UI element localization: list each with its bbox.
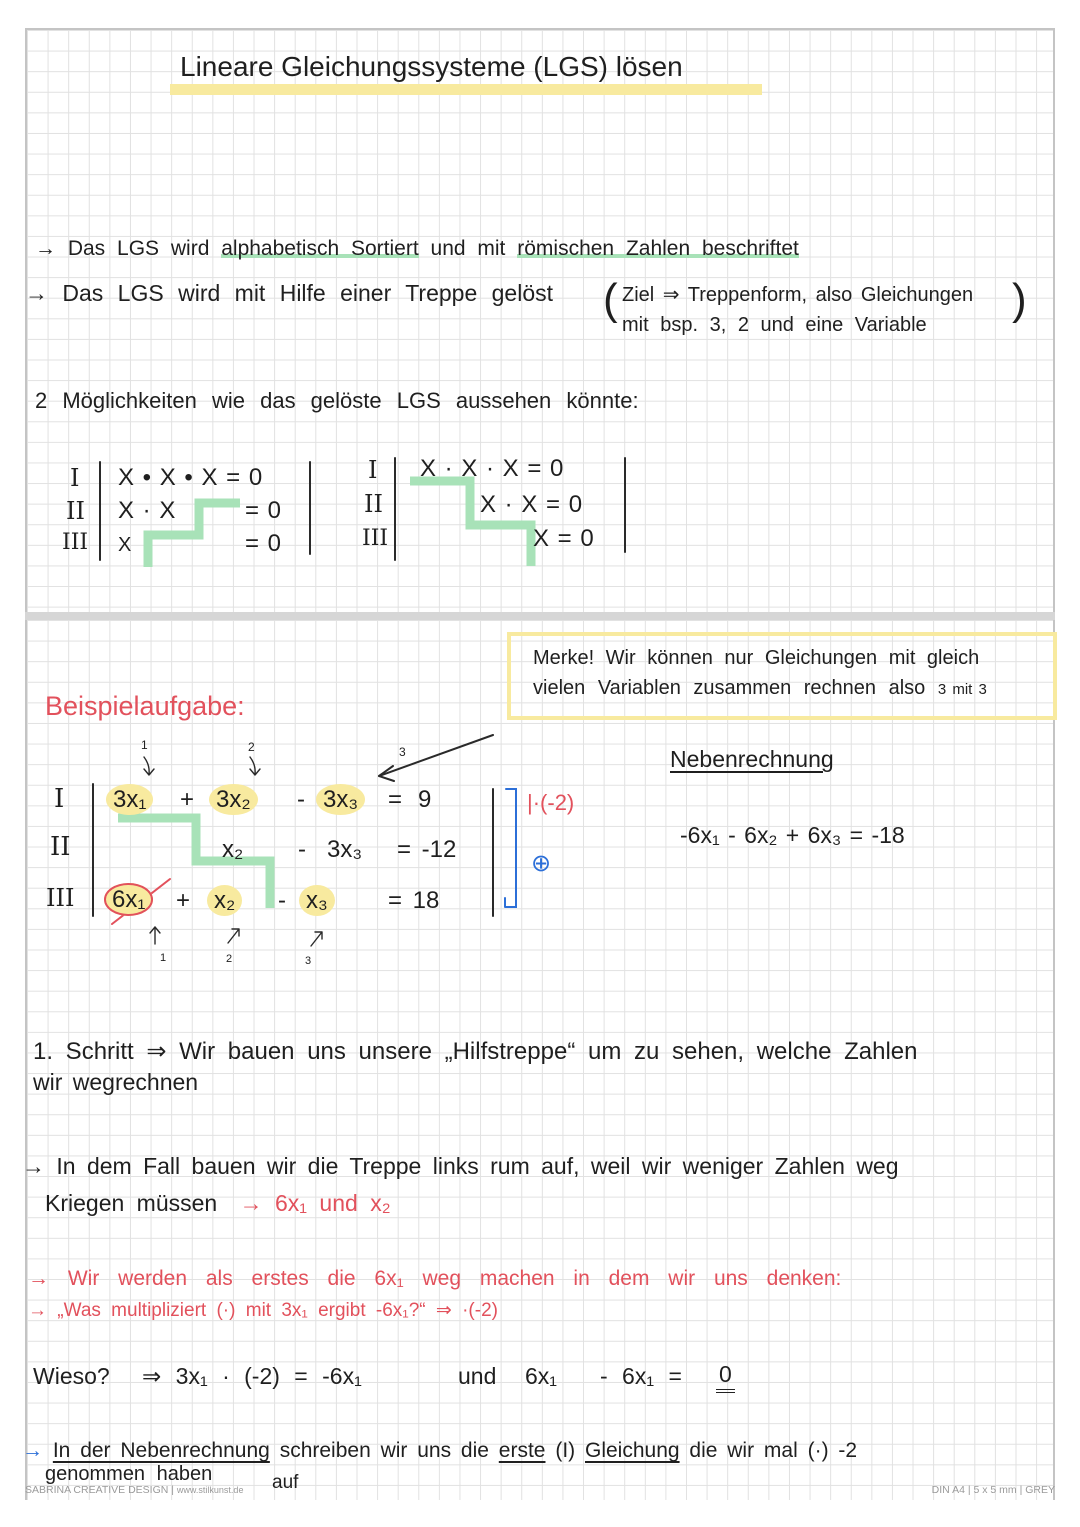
eq2-term-x2: x₂ (222, 836, 244, 863)
plan-line-2: → „Was multipliziert (·) mit 3x₁ ergibt -6x₁?“ ⇒ ·(-2) (28, 1300, 498, 1321)
arrow-up-right-icon (228, 929, 239, 943)
intro-note-line-2: mit bsp. 3, 2 und eine Variable (622, 314, 927, 336)
intro-line-1-mark-1: alphabetisch Sortiert (221, 237, 419, 260)
top-marker-2: 2 (248, 740, 255, 754)
example-numeral-1: I (54, 784, 65, 814)
final-mark-1: In der Nebenrechnung (52, 1439, 270, 1462)
add-symbol-icon: ⊕ (531, 850, 552, 877)
eq1-equals: = (388, 786, 403, 813)
eq2-result: = -12 (397, 836, 457, 863)
left-numeral-1: I (70, 464, 80, 492)
right-row-3: X = 0 (533, 525, 595, 552)
stairs-note-line-2-text: Kriegen müssen (45, 1190, 218, 1216)
eq1-term-3x3-text: 3x₃ (316, 784, 365, 815)
why-result: 0 (716, 1361, 735, 1393)
bottom-marker-3: 3 (305, 955, 312, 967)
eq2-term-3x3: 3x₃ (327, 836, 363, 863)
intro-line-2: → Das LGS wird mit Hilfe einer Treppe gelöst (25, 280, 554, 306)
intro-note-open-paren: ( (603, 275, 618, 324)
pointer-arrow-line (379, 735, 493, 776)
plan-line-1: → Wir werden als erstes die 6x₁ weg machen in dem wir uns denken: (28, 1267, 842, 1290)
bottom-marker-2: 2 (226, 953, 233, 965)
merke-line-2 (533, 676, 987, 700)
arrow-up-icon (150, 927, 160, 944)
possibilities-heading: 2 Möglichkeiten wie das gelöste LGS aussehen könnte: (35, 388, 639, 413)
eq3-term-6x1 (104, 886, 153, 915)
left-row-1: X • X • X = 0 (118, 464, 264, 491)
eq3-term-x2-text: x₂ (207, 885, 242, 916)
arrow-down-icon (250, 757, 260, 775)
why-connector: und (458, 1363, 497, 1389)
final-middle: schreiben wir uns die (279, 1439, 489, 1462)
left-numeral-3: III (62, 530, 89, 555)
final-line-2-end: auf (272, 1472, 299, 1493)
eq1-term-3x2 (209, 786, 258, 815)
left-row-2: X · X (118, 497, 177, 524)
footer-url: www.stilkunst.de (176, 1485, 244, 1495)
eq3-plus: + (176, 887, 191, 914)
left-row-3-result: = 0 (245, 530, 283, 557)
eq1-term-3x2-text: 3x₂ (209, 784, 258, 815)
left-row-3: X (118, 534, 132, 556)
eq3-result: = 18 (388, 887, 440, 914)
row-operation: |·(-2) (527, 790, 575, 815)
eq1-term-3x3 (316, 786, 365, 815)
addition-bracket (505, 789, 516, 907)
eq1-minus: - (297, 786, 305, 813)
final-mark-3: Gleichung (585, 1439, 680, 1462)
footer-separator: | (171, 1484, 174, 1496)
right-numeral-3: III (362, 526, 389, 551)
final-arrow: → (22, 1439, 43, 1462)
intro-line-1-mark-2: römischen Zahlen beschriftet (517, 237, 799, 260)
bottom-marker-1: 1 (160, 952, 167, 964)
title-highlight (170, 84, 762, 95)
why-calc-2-term: 6x₁ (525, 1363, 558, 1389)
step1-line-1: 1. Schritt ⇒ Wir bauen uns unsere „Hilfstreppe“ um zu sehen, welche Zahlen (33, 1038, 918, 1065)
eq3-term-6x1-text: 6x₁ (104, 883, 153, 916)
eq3-term-x2 (207, 887, 242, 916)
arrow-down-icon (144, 757, 154, 775)
eq1-result: 9 (418, 786, 432, 813)
footer-format: DIN A4 | 5 x 5 mm | GREY (931, 1484, 1055, 1496)
eq3-term-x3 (299, 887, 335, 916)
step1-line-2: wir wegrechnen (33, 1069, 199, 1095)
example-numeral-2: II (50, 832, 71, 862)
intro-note-close-paren: ) (1012, 275, 1027, 324)
eq1-plus: + (180, 786, 195, 813)
footer-brand: SABRINA CREATIVE DESIGN (25, 1484, 169, 1496)
top-marker-3: 3 (399, 745, 406, 759)
final-line-1 (22, 1438, 857, 1463)
intro-note-line-1: Ziel ⇒ Treppenform, also Gleichungen (622, 284, 974, 306)
intro-line-1-middle: und mit (430, 237, 506, 260)
eq1-term-3x1 (106, 786, 153, 815)
side-calc-equation: -6x₁ - 6x₂ + 6x₃ = -18 (680, 822, 905, 848)
page-title: Lineare Gleichungssysteme (LGS) lösen (180, 51, 683, 82)
footer-left (25, 1484, 243, 1497)
eq2-minus: - (298, 836, 306, 863)
merke-line-2-text: vielen Variablen zusammen rechnen also (533, 677, 926, 699)
side-calc-heading: Nebenrechnung (670, 746, 834, 772)
top-marker-1: 1 (141, 738, 148, 752)
why-label: Wieso? (33, 1363, 110, 1389)
stairs-note-line-2 (45, 1190, 391, 1218)
example-numeral-3: III (46, 884, 75, 912)
example-heading: Beispielaufgabe: (45, 691, 245, 721)
right-numeral-1: I (368, 456, 378, 484)
why-calc-2-rest: - 6x₁ = (600, 1363, 682, 1389)
left-row-2-result: = 0 (245, 497, 283, 524)
final-mark-2: erste (498, 1439, 546, 1462)
stairs-note-line-2-red: → 6x₁ und x₂ (239, 1190, 391, 1216)
merke-line-2-end: 3 mit 3 (937, 681, 987, 698)
eq3-minus: - (278, 887, 286, 914)
intro-line-1 (35, 236, 799, 261)
final-numeral: (I) (555, 1439, 576, 1462)
eq1-term-3x1-text: 3x₁ (106, 784, 153, 815)
stairs-note-line-1: → In dem Fall bauen wir die Treppe links rum auf, weil wir weniger Zahlen weg (22, 1153, 899, 1179)
arrow-up-right-icon (311, 932, 322, 946)
merke-line-1: Merke! Wir können nur Gleichungen mit gleich (533, 647, 980, 669)
right-numeral-2: II (364, 490, 383, 518)
final-end: die wir mal (·) -2 (689, 1439, 858, 1462)
eq3-term-x3-text: x₃ (299, 885, 335, 916)
why-calc-1: ⇒ 3x₁ · (-2) = -6x₁ (142, 1363, 362, 1389)
intro-line-1-prefix: → Das LGS wird (35, 237, 210, 260)
right-row-1: X · X · X = 0 (420, 455, 565, 482)
right-row-2: X · X = 0 (480, 491, 584, 518)
left-numeral-2: II (66, 497, 85, 525)
final-line-2: genommen haben (45, 1463, 213, 1485)
